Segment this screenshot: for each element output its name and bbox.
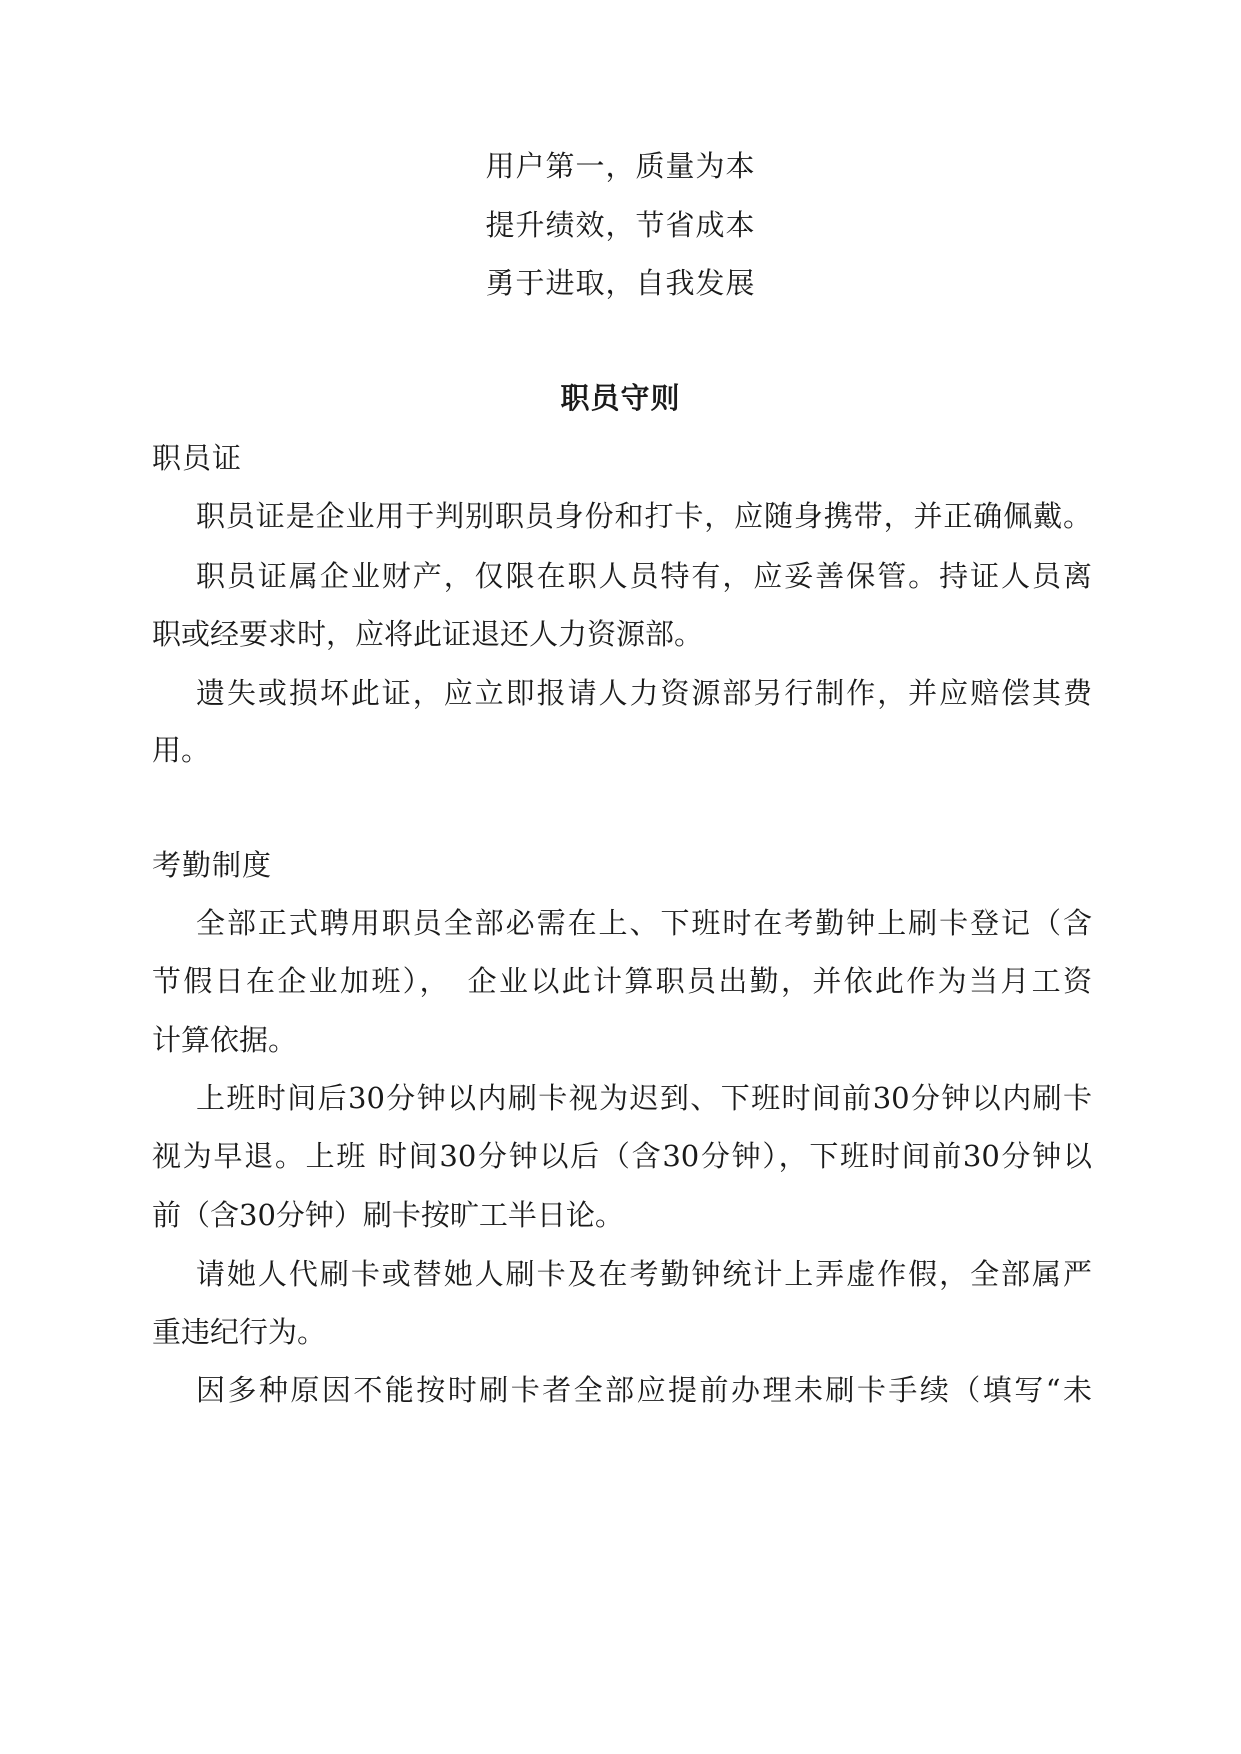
paragraph-line: 全部正式聘用职员全部必需在上、下班时在考勤钟上刷卡登记（含 <box>196 906 1092 940</box>
section-heading-attendance-policy: 考勤制度 <box>152 848 273 882</box>
motto-line-1: 用户第一，质量为本 <box>485 149 756 183</box>
paragraph-line: 视为早退。上班 时间30分钟以后（含30分钟），下班时间前30分钟以 <box>152 1139 1092 1173</box>
paragraph-line: 职员证属企业财产，仅限在职人员特有，应妥善保管。持证人员离 <box>196 559 1092 593</box>
paragraph-line: 节假日在企业加班）， 企业以此计算职员出勤，并依此作为当月工资 <box>152 964 1092 998</box>
paragraph-line: 职员证是企业用于判别职员身份和打卡，应随身携带，并正确佩戴。 <box>196 499 1092 533</box>
motto-line-2: 提升绩效，节省成本 <box>485 208 756 242</box>
paragraph-line: 重违纪行为。 <box>152 1315 327 1349</box>
paragraph-line: 因多种原因不能按时刷卡者全部应提前办理未刷卡手续（填写“未 <box>196 1373 1092 1407</box>
paragraph-line: 用。 <box>152 733 211 767</box>
paragraph-line: 请她人代刷卡或替她人刷卡及在考勤钟统计上弄虚作假，全部属严 <box>196 1257 1092 1291</box>
paragraph-line: 计算依据。 <box>152 1023 298 1057</box>
motto-line-3: 勇于进取，自我发展 <box>485 266 756 300</box>
paragraph-line: 遗失或损坏此证，应立即报请人力资源部另行制作，并应赔偿其费 <box>196 676 1092 710</box>
paragraph-line: 上班时间后30分钟以内刷卡视为迟到、下班时间前30分钟以内刷卡 <box>196 1081 1092 1115</box>
section-heading-employee-badge: 职员证 <box>152 441 243 475</box>
paragraph-line: 前（含30分钟）刷卡按旷工半日论。 <box>152 1198 624 1232</box>
paragraph-line: 职或经要求时，应将此证退还人力资源部。 <box>152 617 704 651</box>
document-title: 职员守则 <box>560 381 681 415</box>
